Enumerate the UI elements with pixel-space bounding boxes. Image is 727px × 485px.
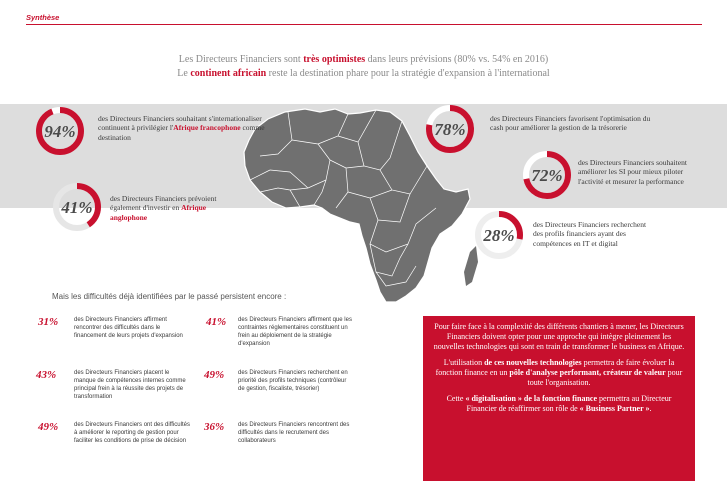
callout-paragraph-1: Pour faire face à la complexité des différents chantiers à mener, les Directeurs Financiers doivent opter pour une approche qui intègre pleinement les nouvelles technologies qui sont en train de transformer le business en Afrique. (433, 322, 685, 351)
difficulty-text: des Directeurs Financiers rencontrent des difficultés dans le recrutement des collaborateurs (238, 422, 350, 444)
difficulty-value: 49% (38, 421, 59, 433)
difficulty-value: 49% (204, 369, 225, 381)
stat-description: des Directeurs Financiers favorisent l'optimisation du cash pour améliorer la gestion de la trésorerie (490, 114, 651, 133)
stat-value: 41% (61, 198, 93, 217)
difficulty-text: des Directeurs Financiers ont des difficultés à améliorer le reporting de gestion pour faciliter les conditions de prise de décision (74, 422, 190, 444)
section-divider (26, 24, 702, 25)
stat-description: des Directeurs Financiers recherchent des profils financiers ayant des compétences en IT et digital (533, 220, 647, 248)
callout-paragraph-2: L'utilisation de ces nouvelles technologies permettra de faire évoluer la fonction finance en un pôle d'analyse performant, créateur de valeur pour toute l'organisation. (435, 358, 683, 387)
difficulty-value: 43% (36, 369, 57, 381)
difficulty-text: des Directeurs Financiers recherchent en priorité des profils techniques (contrôleur de gestion, fiscaliste, trésorier) (238, 370, 348, 392)
stat-value: 72% (531, 166, 563, 185)
difficulty-value: 41% (206, 316, 227, 328)
stat-description: des Directeurs Financiers souhaitent améliorer les SI pour mieux piloter l'activité et mesurer la performance (578, 158, 687, 186)
stat-value: 78% (434, 120, 466, 139)
headline-line-1: Les Directeurs Financiers sont très optimistes dans leurs prévisions (80% vs. 54% en 2016) (178, 54, 549, 65)
difficulty-text: des Directeurs Financiers affirment rencontrer des difficultés dans le financement de leurs projets d'expansion (74, 317, 183, 339)
stat-description: des Directeurs Financiers prévoient également d'investir en Afrique anglophone (110, 194, 217, 222)
difficulty-text: des Directeurs Financiers placent le manque de compétences internes comme principal frein à la réussite des projets de transformation (74, 370, 186, 400)
stat-description: des Directeurs Financiers souhaitant s'internationaliser continuent à privilégier l'Afrique francophone comme destination (98, 114, 265, 142)
conclusion-callout (423, 316, 695, 481)
stat-value: 28% (483, 226, 515, 245)
headline-line-2: Le continent africain reste la destination phare pour la stratégie d'expansion à l'international (177, 68, 550, 79)
difficulties-intro: Mais les difficultés déjà identifiées par le passé persistent encore : (52, 292, 287, 301)
section-tag: Synthèse (26, 13, 60, 22)
callout-paragraph-3: Cette « digitalisation » de la fonction finance permettra au Directeur Financier de réaffirmer son rôle de « Business Partner ». (446, 394, 672, 413)
stat-value: 94% (44, 122, 76, 141)
difficulty-value: 31% (38, 316, 59, 328)
difficulty-value: 36% (204, 421, 225, 433)
difficulty-text: des Directeurs Financiers affirment que les contraintes réglementaires constituent un frein au déploiement de la stratégie d'expansion (238, 317, 352, 347)
